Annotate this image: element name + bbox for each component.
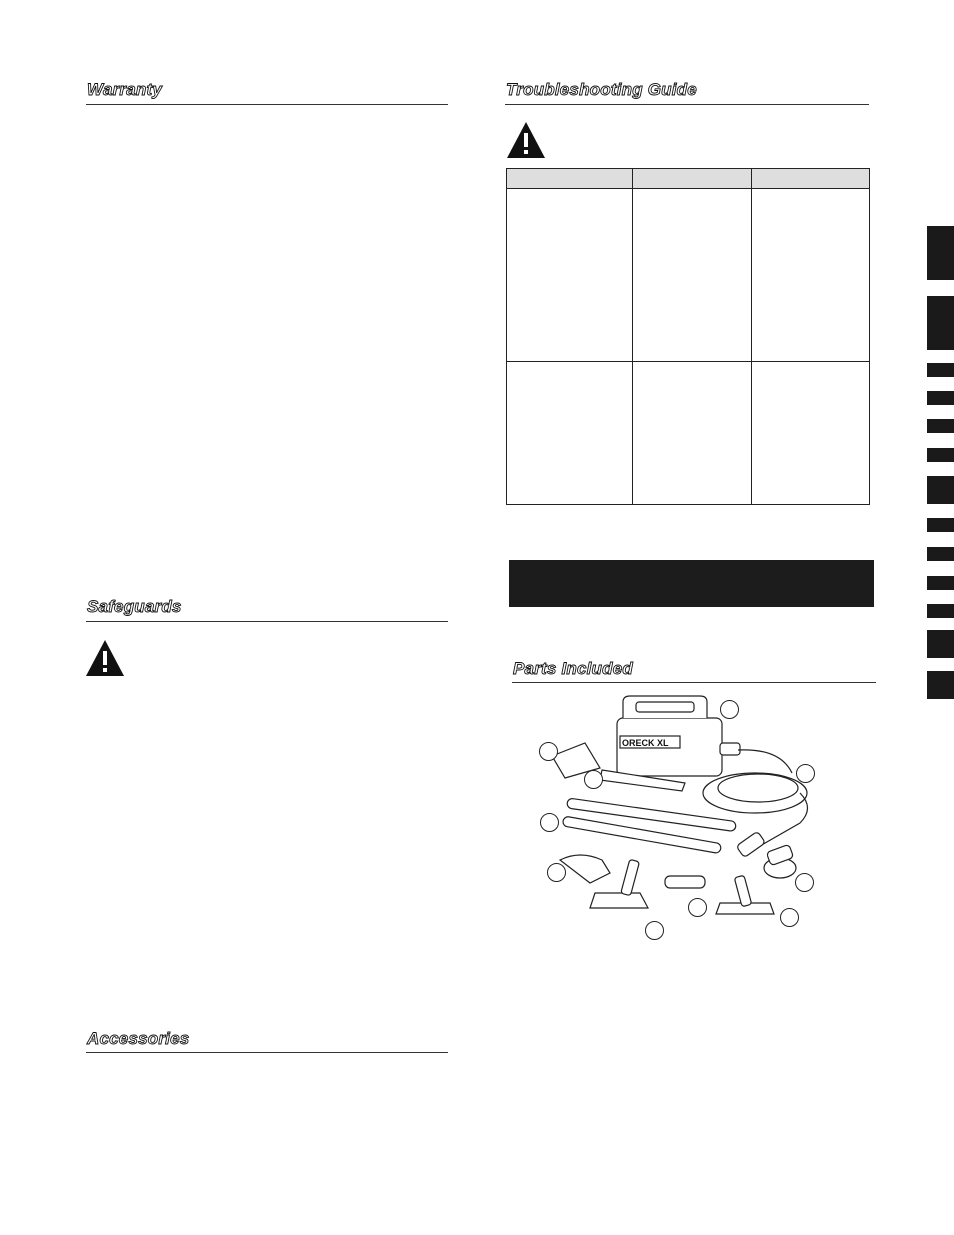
- thumb-tab: [927, 547, 954, 561]
- warranty-heading: Warranty: [87, 80, 162, 99]
- safeguards-rule: [86, 621, 448, 622]
- troubleshooting-heading: Troubleshooting Guide: [506, 80, 697, 99]
- thumb-tab: [927, 476, 954, 504]
- thumb-tab: [927, 576, 954, 590]
- callout-circle: [547, 863, 566, 882]
- thumb-tab: [927, 604, 954, 618]
- accessories-heading: Accessories: [87, 1029, 190, 1048]
- thumb-tab: [927, 630, 954, 658]
- callout-circle: [584, 770, 603, 789]
- parts-included-heading: Parts Included: [513, 659, 633, 678]
- black-banner: [509, 560, 874, 607]
- callout-circle: [540, 813, 559, 832]
- accessories-rule: [86, 1052, 448, 1053]
- thumb-tab: [927, 448, 954, 462]
- callout-circle: [796, 764, 815, 783]
- product-label: ORECK XL: [622, 738, 669, 748]
- callout-circle: [720, 700, 739, 719]
- troubleshooting-rule: [505, 104, 869, 105]
- warning-icon: [84, 638, 126, 678]
- troubleshooting-table: [506, 168, 870, 505]
- thumb-tab: [927, 296, 954, 350]
- parts-illustration: [530, 688, 830, 943]
- warning-icon: [505, 120, 547, 160]
- thumb-tab: [927, 363, 954, 377]
- thumb-tab: [927, 518, 954, 532]
- thumb-tab: [927, 391, 954, 405]
- callout-circle: [795, 873, 814, 892]
- thumb-tab: [927, 419, 954, 433]
- callout-circle: [688, 898, 707, 917]
- table-column-divider: [632, 169, 633, 504]
- thumb-tab: [927, 671, 954, 699]
- callout-circle: [539, 742, 558, 761]
- callout-circle: [780, 908, 799, 927]
- parts-included-rule: [512, 682, 876, 683]
- table-column-divider: [751, 169, 752, 504]
- thumb-tab: [927, 226, 954, 280]
- table-header-row: [507, 169, 869, 189]
- warranty-rule: [86, 104, 448, 105]
- table-row-divider: [507, 361, 869, 362]
- callout-circle: [645, 921, 664, 940]
- safeguards-heading: Safeguards: [87, 597, 182, 616]
